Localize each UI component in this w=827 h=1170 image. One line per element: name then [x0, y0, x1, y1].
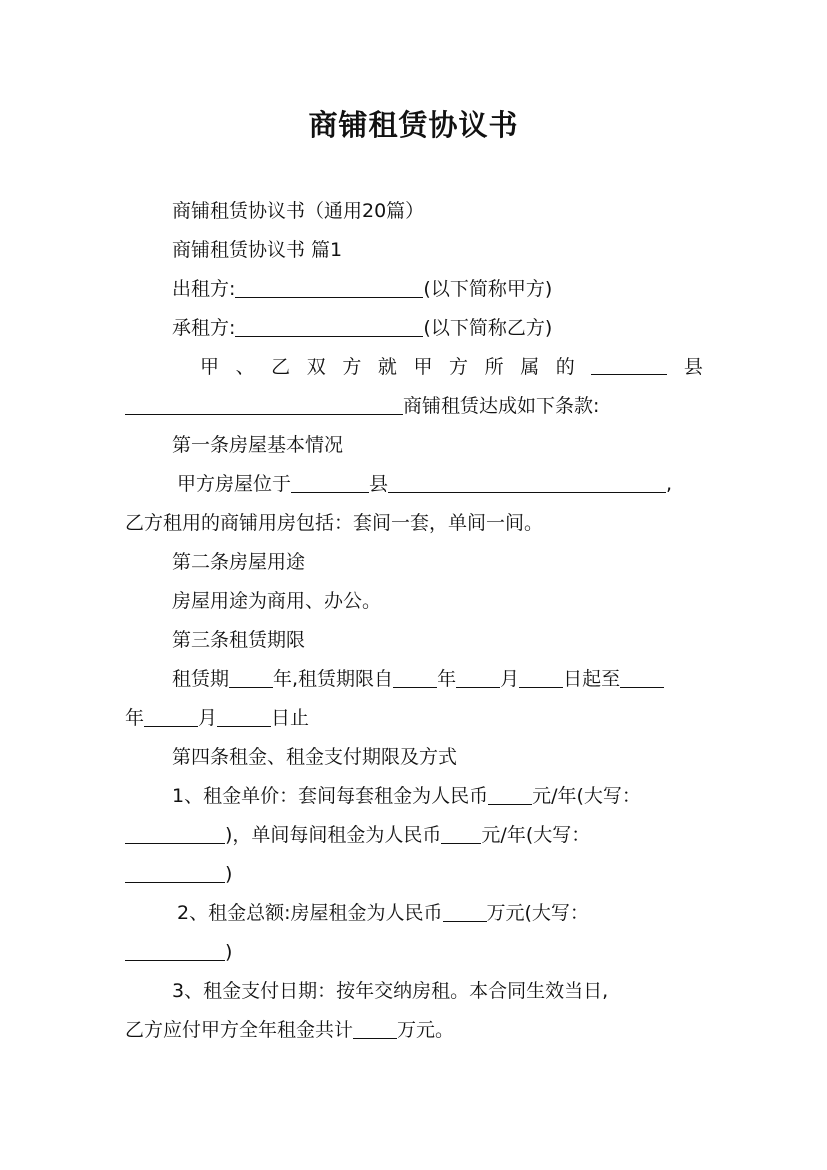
art4-item2-text-c: )	[225, 941, 233, 963]
lessee-label: 承租方:	[172, 317, 236, 339]
lessor-label: 出租方:	[172, 278, 236, 300]
intro-line-1	[200, 354, 703, 380]
intro-char: 的	[555, 356, 575, 378]
art3-end-year-blank	[620, 667, 664, 688]
art4-total-blank	[443, 901, 487, 922]
art3-end-part: 年	[125, 707, 145, 729]
art1-county-blank	[291, 472, 369, 493]
art3-start-year-blank	[393, 667, 437, 688]
art4-suite-price-blank	[488, 784, 532, 805]
intro-line-2	[125, 393, 705, 419]
art4-title: 第四条租金、租金支付期限及方式	[172, 746, 458, 768]
art1-title: 第一条房屋基本情况	[172, 434, 344, 456]
art3-title: 第三条租赁期限	[172, 629, 306, 651]
intro-char: 甲	[200, 356, 220, 378]
document-title: 商铺租赁协议书	[308, 108, 519, 142]
art3-years-blank	[229, 667, 273, 688]
art1-text-a: 甲方房屋位于	[177, 473, 292, 495]
art2-title: 第二条房屋用途	[172, 551, 306, 573]
intro-county: 县	[683, 356, 703, 378]
art3-start-month-blank	[456, 667, 500, 688]
intro-char: 双	[306, 356, 326, 378]
art4-item1-line-1	[172, 783, 705, 809]
lessor-suffix: (以下简称甲方)	[423, 278, 553, 300]
art4-item3-line-1: 3、租金支付日期：按年交纳房租。本合同生效当日,	[172, 980, 609, 1002]
art3-part: 日起至	[563, 668, 621, 690]
art1-text-c: ,	[666, 473, 673, 495]
intro-char: 、	[235, 356, 255, 378]
art4-item1-text-c: )，单间每间租金为人民币	[225, 824, 442, 846]
intro-char: 乙	[271, 356, 291, 378]
art3-start-day-blank	[519, 667, 563, 688]
intro-county-blank	[591, 354, 667, 375]
art4-item3-text-b: 乙方应付甲方全年租金共计	[125, 1019, 354, 1041]
document-subtitle: 商铺租赁协议书（通用20篇）	[172, 200, 425, 222]
intro-char: 属	[520, 356, 540, 378]
lessee-blank	[235, 316, 423, 337]
art3-end-part: 日止	[271, 707, 310, 729]
lessee-suffix: (以下简称乙方)	[423, 317, 553, 339]
art4-item2-line-1	[177, 900, 705, 926]
art1-address-blank	[388, 472, 666, 493]
art3-part: 月	[500, 668, 520, 690]
lessor-line	[172, 276, 705, 302]
art3-end-part: 月	[198, 707, 218, 729]
intro-char: 方	[449, 356, 469, 378]
art4-total-uppercase-blank	[125, 940, 225, 961]
art1-text-line-1	[177, 471, 705, 497]
art3-line-1	[172, 666, 705, 692]
art3-part: 年,租赁期限自	[273, 668, 394, 690]
art4-room-uppercase-blank	[125, 862, 225, 883]
intro-char: 所	[484, 356, 504, 378]
art4-item1-text-a: 1、租金单价：套间每套租金为人民币	[172, 785, 489, 807]
lessor-blank	[235, 277, 423, 298]
art1-text-b: 县	[369, 473, 389, 495]
art2-text: 房屋用途为商用、办公。	[172, 590, 382, 612]
art4-item1-line-2	[125, 822, 705, 848]
art4-item3-line-2	[125, 1017, 705, 1043]
art4-item2-line-2	[125, 939, 705, 965]
intro-char: 方	[342, 356, 362, 378]
art1-text-line-2: 乙方租用的商铺用房包括：套间一套，单间一间。	[125, 512, 544, 534]
intro-char: 就	[377, 356, 397, 378]
intro-end: 商铺租赁达成如下条款:	[403, 395, 600, 417]
art4-item3-text-c: 万元。	[397, 1019, 455, 1041]
art3-line-2	[125, 705, 705, 731]
art4-item1-text-d: 元/年(大写：	[481, 824, 591, 846]
art3-part: 年	[437, 668, 457, 690]
art4-item1-text-e: )	[225, 863, 233, 885]
section-label: 商铺租赁协议书 篇1	[172, 239, 343, 261]
art3-part: 租赁期	[172, 668, 230, 690]
art3-end-day-blank	[217, 706, 271, 727]
art4-item2-text-a: 2、租金总额:房屋租金为人民币	[177, 902, 443, 924]
art3-end-month-blank	[144, 706, 198, 727]
art4-suite-uppercase-blank	[125, 823, 225, 844]
art4-item1-text-b: 元/年(大写：	[532, 785, 641, 807]
art4-item1-line-3	[125, 861, 705, 887]
intro-location-blank	[125, 394, 403, 415]
art4-annual-rent-blank	[353, 1018, 397, 1039]
art4-item2-text-b: 万元(大写：	[486, 902, 589, 924]
intro-char: 甲	[413, 356, 433, 378]
art4-room-price-blank	[441, 823, 481, 844]
lessee-line	[172, 315, 705, 341]
